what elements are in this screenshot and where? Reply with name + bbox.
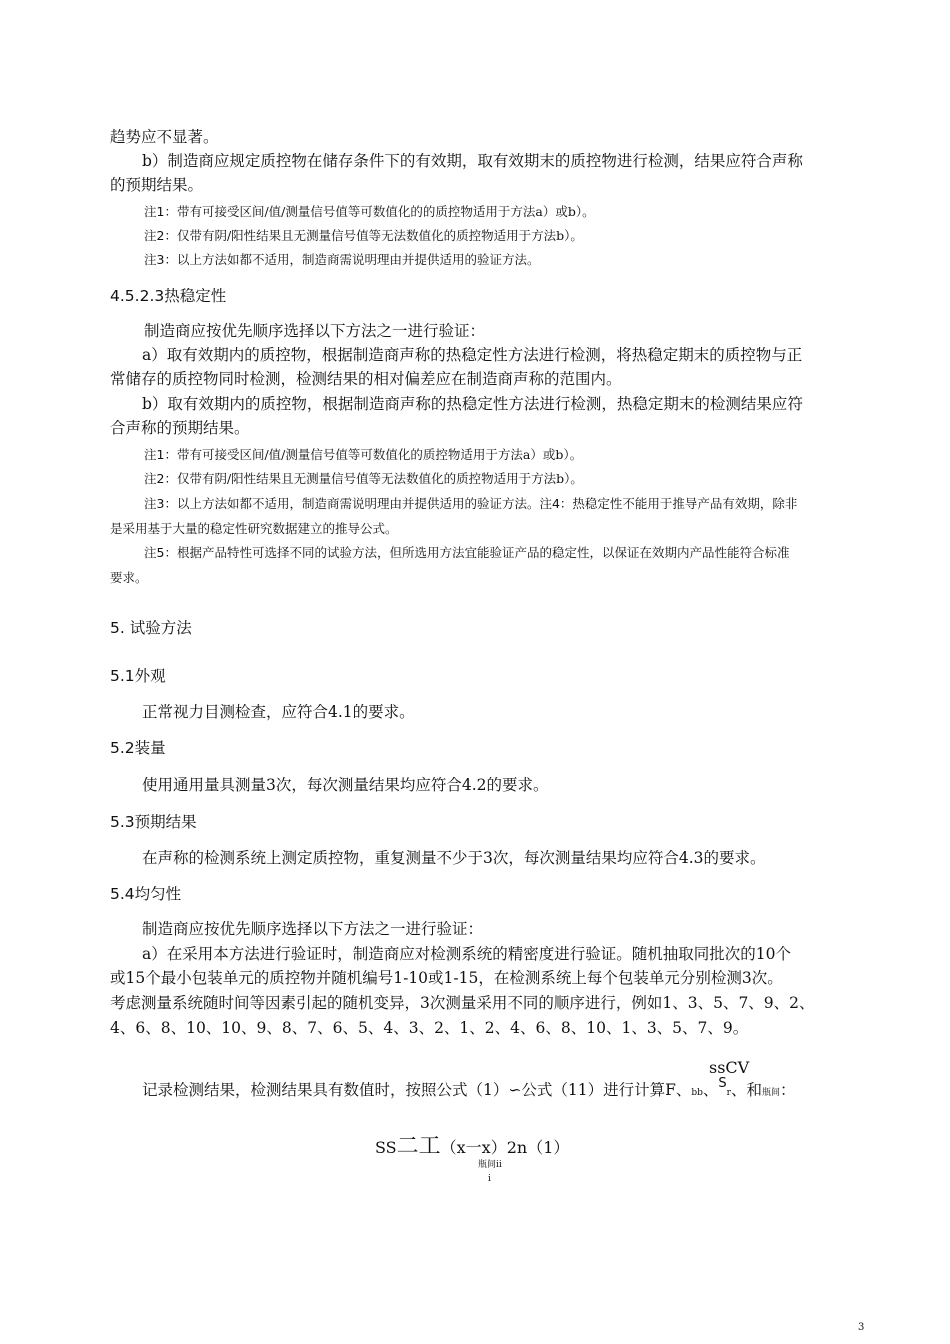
54-line-2: a）在采用本方法进行验证时，制造商应对检测系统的精密度进行验证。随机抽取同批次的10个	[142, 945, 791, 963]
note-label: 注4：	[539, 496, 573, 511]
formula-ss: SS	[375, 1138, 397, 1157]
4523-line-3: 常储存的质控物同时检测，检测结果的相对偏差应在制造商声称的范围内。	[110, 370, 622, 388]
note-text: 仅带有阴/阳性结果且无测量信号值等无法数值化的质控物适用于方法b）。	[176, 228, 583, 243]
note-label: 注2：	[144, 471, 177, 486]
continuation-line-1: 趋势应不显著。	[110, 128, 219, 146]
record-sub-bb: bb	[691, 1088, 703, 1098]
4523-note-1	[144, 449, 582, 462]
54-line-4: 考虑测量系统随时间等因素引起的随机变异，3次测量采用不同的顺序进行，例如1、3、5、7、9、2、	[110, 994, 815, 1012]
heading-51: 5.1外观	[110, 667, 166, 685]
52-text: 使用通用量具测量3次，每次测量结果均应符合4.2的要求。	[142, 776, 549, 794]
note-label: 注3：	[144, 496, 177, 511]
note-text: 带有可接受区间/值/测量信号值等可数值化的质控物适用于方法a）或b）。	[176, 447, 583, 462]
note-text: 热稳定性不能用于推导产品有效期，除非	[572, 496, 798, 511]
note-1	[144, 206, 595, 219]
formula-subscript: 瓶间ii	[478, 1160, 502, 1170]
4523-line-4: b）取有效期内的质控物，根据制造商声称的热稳定性方法进行检测，热稳定期末的检测结果应符	[142, 395, 803, 413]
note-label: 注3：	[144, 252, 177, 267]
54-line-5: 4、6、8、10、10、9、8、7、6、5、4、3、2、1、2、4、6、8、10、1、3、5、7、9。	[110, 1019, 749, 1037]
method-b-line-2: 的预期结果。	[110, 176, 204, 194]
formula-subscript-2: i	[488, 1174, 491, 1184]
note-label: 注1：	[144, 447, 177, 462]
record-and: 、和	[730, 1081, 762, 1099]
note-label: 注2：	[144, 228, 177, 243]
record-sub-r: r	[726, 1088, 731, 1098]
53-text: 在声称的检测系统上测定质控物，重复测量不少于3次，每次测量结果均应符合4.3的要求。	[142, 849, 766, 867]
method-b-line-1: b）制造商应规定质控物在储存条件下的有效期，取有效期末的质控物进行检测，结果应符合声称	[142, 152, 803, 170]
note-text: 根据产品特性可选择不同的试验方法，但所选用方法宜能验证产品的稳定性，以保证在效期内产品性能符合标准	[176, 545, 790, 560]
4523-note-5	[144, 547, 789, 560]
4523-line-5: 合声称的预期结果。	[110, 419, 250, 437]
record-sub-end: 瓶间	[761, 1088, 780, 1098]
formula-n: 2n（1）	[506, 1138, 570, 1157]
4523-line-2: a）取有效期内的质控物，根据制造商声称的热稳定性方法进行检测，将热稳定期末的质控物与正	[142, 346, 803, 364]
record-sep: 、	[702, 1081, 719, 1099]
formula-superscript: ssCV	[709, 1058, 750, 1077]
51-text: 正常视力目测检查，应符合4.1的要求。	[142, 703, 415, 721]
heading-53: 5.3预期结果	[110, 813, 197, 831]
note-text: 带有可接受区间/值/测量信号值等可数值化的的质控物适用于方法a）或b）。	[176, 204, 595, 219]
4523-note-4-cont: 是采用基于大量的稳定性研究数据建立的推导公式。	[110, 521, 398, 536]
4523-note-2	[144, 473, 583, 486]
heading-5: 5. 试验方法	[110, 619, 192, 637]
note-text: 仅带有阴/阳性结果且无测量信号值等无法数值化的质控物适用于方法b）。	[176, 471, 583, 486]
note-text: 以上方法如都不适用，制造商需说明理由并提供适用的验证方法。	[176, 252, 540, 267]
4523-note-3-4	[144, 498, 797, 511]
4523-line-1: 制造商应按优先顺序选择以下方法之一进行验证：	[144, 322, 486, 340]
record-line	[142, 1076, 796, 1099]
record-text: 记录检测结果，检测结果具有数值时，按照公式（1）∽公式（11）进行计算F、	[142, 1081, 692, 1099]
record-colon: ：	[780, 1081, 796, 1099]
note-3	[144, 254, 539, 267]
note-text: 以上方法如都不适用，制造商需说明理由并提供适用的验证方法。	[176, 496, 540, 511]
page-number: 3	[858, 1322, 865, 1333]
note-label: 注5：	[144, 545, 177, 560]
record-sup-s: S	[718, 1076, 727, 1091]
formula-diff: （x一x）	[440, 1138, 507, 1157]
heading-54: 5.4均匀性	[110, 885, 182, 903]
heading-4523: 4.5.2.3热稳定性	[110, 287, 227, 305]
54-line-1: 制造商应按优先顺序选择以下方法之一进行验证：	[142, 920, 484, 938]
note-label: 注1：	[144, 204, 177, 219]
4523-note-5-cont: 要求。	[110, 570, 148, 585]
54-line-3: 或15个最小包装单元的质控物并随机编号1-10或1-15，在检测系统上每个包装单元分别检测3次。	[110, 969, 783, 987]
formula-sum: 二工	[396, 1134, 441, 1159]
heading-52: 5.2装量	[110, 739, 166, 757]
formula-1	[375, 1136, 569, 1158]
note-2	[144, 230, 583, 243]
